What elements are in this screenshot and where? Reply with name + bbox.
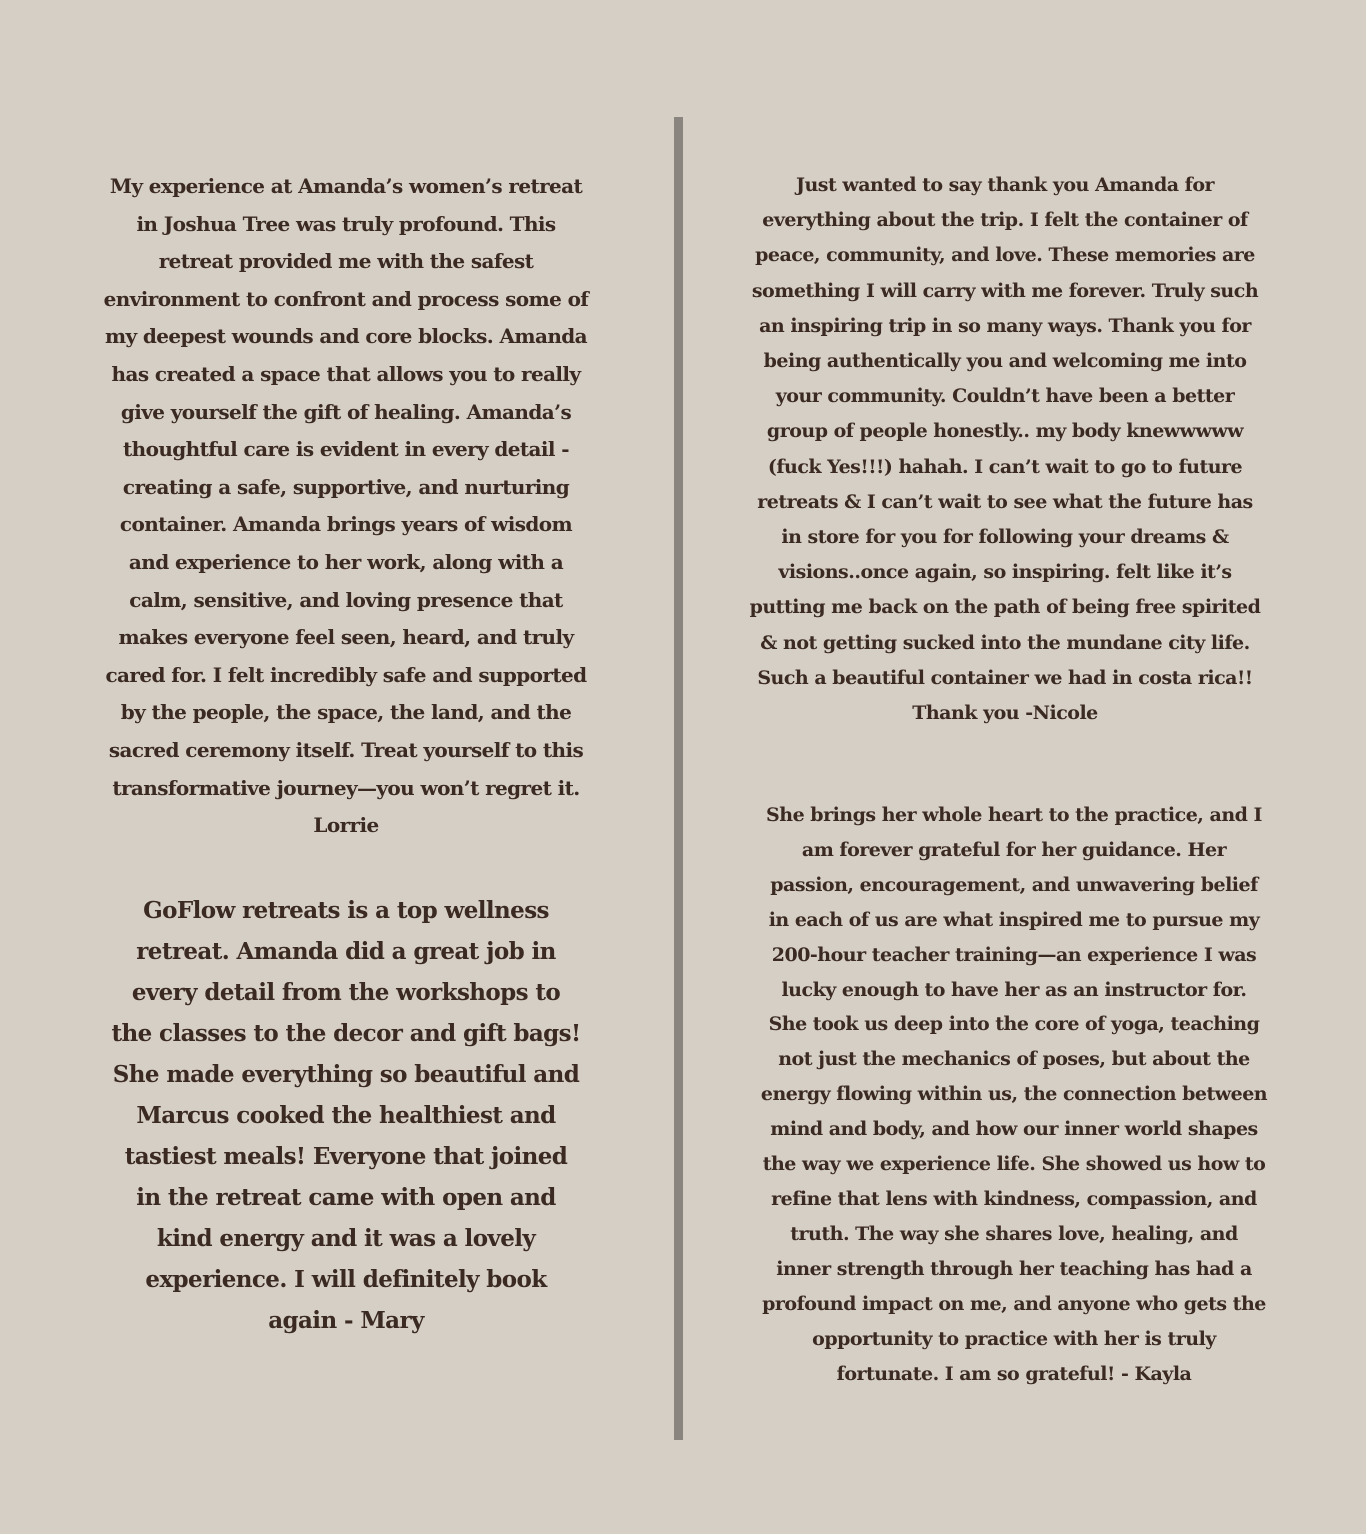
testimonial-mary: GoFlow retreats is a top wellness retreat. Amanda did a great job in every detail from the workshops to the classes to the decor and gift bags! She made everything so beautiful and Marcus cooked the healthiest and tastiest meals! Everyone that joined in the retreat came with open and kind energy and it was a lovely experience. I will definitely book again - Mary: [111, 897, 581, 1334]
column-divider: [674, 117, 683, 1440]
testimonial-kayla: She brings her whole heart to the practice, and I am forever grateful for her guidance. Her passion, encouragement, and unwavering belief in each of us are what inspired me to pursue my 200-hour teacher training—an experience I was lucky enough to have her as an instructor for. She took us deep into the core of yoga, teaching not just the mechanics of poses, but about the energy flowing within us, the connection between mind and body, and how our inner world shapes the way we experience life. She showed us how to refine that lens with kindness, compassion, and truth. The way she shares love, healing, and inner strength through her teaching has had a profound impact on me, and anyone who gets the opportunity to practice with her is truly fortunate. I am so grateful! - Kayla: [760, 804, 1268, 1385]
testimonial-lorrie: My experience at Amanda’s women’s retreat in Joshua Tree was truly profound. This retreat provided me with the safest environment to confront and process some of my deepest wounds and core blocks. Amanda has created a space that allows you to really give yourself the gift of healing. Amanda’s thoughtful care is evident in every detail - creating a safe, supportive, and nurturing container. Amanda brings years of wisdom and experience to her work, along with a calm, sensitive, and loving presence that makes everyone feel seen, heard, and truly cared for. I felt incredibly safe and supported by the people, the space, the land, and the sacred ceremony itself. Treat yourself to this transformative journey—you won’t regret it. Lorrie: [103, 174, 589, 838]
testimonial-nicole: Just wanted to say thank you Amanda for everything about the trip. I felt the container of peace, community, and love. These memories are something I will carry with me forever. Truly such an inspiring trip in so many ways. Thank you for being authentically you and welcoming me into your community. Couldn’t have been a better group of people honestly.. my body knewwwww (fuck Yes!!!) hahah. I can’t wait to go to future retreats & I can’t wait to see what the future has in store for you for following your dreams & visions..once again, so inspiring. felt like it’s putting me back on the path of being free spirited & not getting sucked into the mundane city life. Such a beautiful container we had in costa rica!! Thank you -Nicole: [749, 174, 1261, 725]
